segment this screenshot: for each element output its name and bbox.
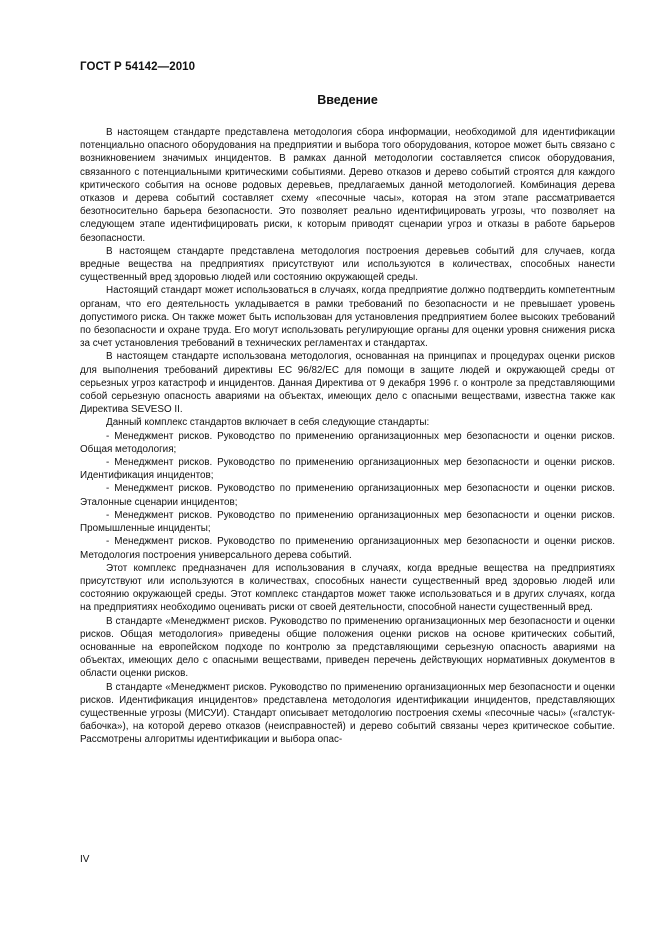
- body-text: [80, 126, 615, 747]
- paragraph: В стандарте «Менеджмент рисков. Руководство по применению организационных мер безопасности и оценки рисков. Идентификация инцидентов» представлена методология идентификации инцидентов, представляющих существенные угрозы (МИСУИ). Стандарт описывает методологию построения схемы «песочные часы» («галстук-бабочка»), на которой дерево отказов (неисправностей) и дерево событий связаны через критическое событие. Рассмотрены алгоритмы идентификации и выбора опас-: [80, 681, 615, 746]
- paragraph: В настоящем стандарте использована методология, основанная на принципах и процедурах оценки рисков для выполнения требований директивы ЕС 96/82/ЕС для помощи в защите людей и окружающей среды от серьезных угроз катастроф и инцидентов. Данная Директива от 9 декабря 1996 г. о контроле за представляющими собой серьезную опасность авариями на объектах, имеющих дело с опасными веществами, известна также как Директива SEVESO II.: [80, 351, 615, 416]
- page-number: IV: [80, 854, 90, 865]
- list-item: - Менеджмент рисков. Руководство по применению организационных мер безопасности и оценки рисков. Методология построения универсального дерева событий.: [80, 536, 615, 561]
- paragraph: Данный комплекс стандартов включает в себя следующие стандарты:: [106, 417, 430, 429]
- paragraph: В стандарте «Менеджмент рисков. Руководство по применению организационных мер безопасности и оценки рисков. Общая методология» приведены общие положения оценки рисков на основе критических событий, основанные на европейском подходе по контролю за представляющими серьезную опасность авариями на объектах, имеющих дело с опасными веществами, приведен перечень действующих нормативных документов в области оценки рисков.: [80, 615, 615, 680]
- list-item: - Менеджмент рисков. Руководство по применению организационных мер безопасности и оценки рисков. Общая методология;: [80, 430, 615, 455]
- list-item: - Менеджмент рисков. Руководство по применению организационных мер безопасности и оценки рисков. Эталонные сценарии инцидентов;: [80, 483, 615, 508]
- paragraph: Этот комплекс предназначен для использования в случаях, когда вредные вещества на предприятиях присутствуют или используются в количествах, способных нанести существенный вред здоровью людей или состоянию окружающей среды. Этот комплекс стандартов может также использоваться и в других случаях, когда на предприятиях необходимо оценивать риски от своей деятельности, способной нанести существенный вред.: [80, 562, 615, 614]
- paragraph: В настоящем стандарте представлена методология построения деревьев событий для случаев, когда вредные вещества на предприятиях присутствуют или используются в количествах, способных нанести существенный вред здоровью людей или состоянию окружающей среды.: [80, 245, 615, 284]
- paragraph: Настоящий стандарт может использоваться в случаях, когда предприятие должно подтвердить компетентным органам, что его деятельность укладывается в рамки требований по безопасности и не превышает уровень допустимого риска. Он также может быть использован для установления предприятием более высоких требований по безопасности и охране труда. Его могут использовать регулирующие органы для оценки уровня снижения риска за счет установления требований в технических регламентах и стандартах.: [80, 285, 615, 350]
- list-item: - Менеджмент рисков. Руководство по применению организационных мер безопасности и оценки рисков. Идентификация инцидентов;: [80, 457, 615, 482]
- standard-designation: ГОСТ Р 54142—2010: [80, 61, 196, 73]
- list-item: - Менеджмент рисков. Руководство по применению организационных мер безопасности и оценки рисков. Промышленные инциденты;: [80, 509, 615, 535]
- section-title: Введение: [317, 93, 378, 107]
- paragraph: В настоящем стандарте представлена методология сбора информации, необходимой для идентификации потенциально опасного оборудования на предприятии и выбора того оборудования, которое может быть связано с возникновением значимых инцидентов. В рамках данной методологии составляется список оборудования, связанного с потенциальными критическими событиями. Дерево отказов и дерево событий строятся для каждого критического события на основе родовых деревьев, предлагаемых данной методологией. Комбинация дерева отказов и дерева событий составляет схему «песочные часы», которая на этом этапе рассматривается безотносительно барьера безопасности. Это позволяет реально идентифицировать угрозы, что позволяет на следующем этапе идентифицировать риски, к которым приводят сценарии угроз и отказы в работе барьеров безопасности.: [80, 127, 615, 244]
